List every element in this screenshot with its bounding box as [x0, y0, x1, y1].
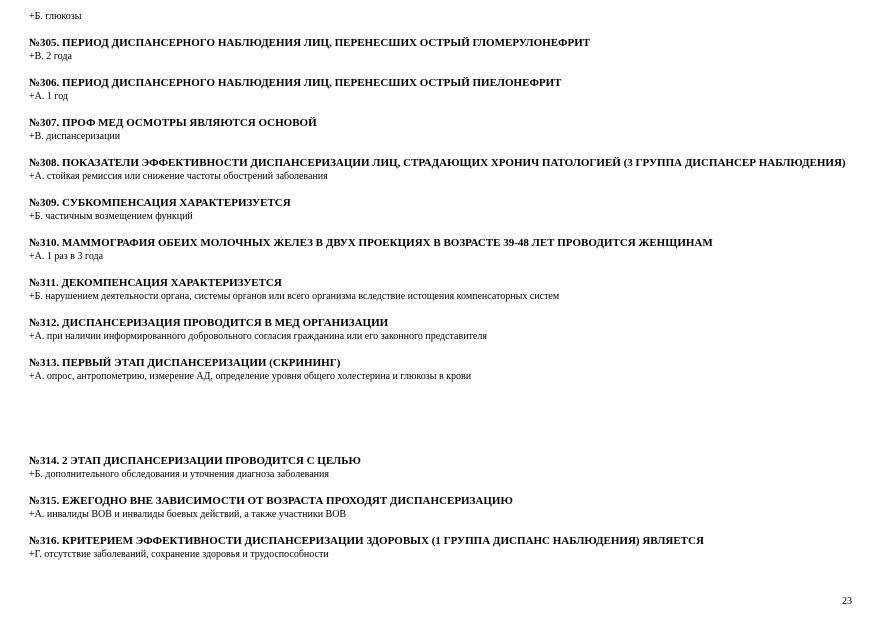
question-item: [29, 455, 859, 481]
answer-text: +А. при наличии информированного добровольного согласия гражданина или его законного представителя: [29, 331, 487, 342]
question-text: №309. СУБКОМПЕНСАЦИЯ ХАРАКТЕРИЗУЕТСЯ: [29, 197, 291, 209]
answer-text: +В. 2 года: [29, 51, 72, 62]
answer-text: +А. опрос, антропометрию, измерение АД, определение уровня общего холестерина и глюкозы в крови: [29, 371, 472, 382]
blank-space: [29, 397, 859, 455]
question-text: №312. ДИСПАНСЕРИЗАЦИЯ ПРОВОДИТСЯ В МЕД ОРГАНИЗАЦИИ: [29, 317, 389, 329]
question-item: [29, 197, 859, 223]
question-item: [29, 317, 859, 343]
answer-text: +А. 1 раз в 3 года: [29, 251, 104, 262]
answer-text: +Б. глюкозы: [29, 11, 82, 22]
answer-text: +В. диспансеризации: [29, 131, 121, 142]
question-text: №306. ПЕРИОД ДИСПАНСЕРНОГО НАБЛЮДЕНИЯ ЛИЦ, ПЕРЕНЕСШИХ ОСТРЫЙ ПИЕЛОНЕФРИТ: [29, 77, 562, 89]
question-text: №307. ПРОФ МЕД ОСМОТРЫ ЯВЛЯЮТСЯ ОСНОВОЙ: [29, 117, 317, 129]
answer-text: +А. 1 год: [29, 91, 69, 102]
question-item: [29, 237, 859, 263]
question-list-top: [29, 37, 859, 383]
answer-text: +Б. частичным возмещением функций: [29, 211, 193, 222]
answer-text: +А. стойкая ремиссия или снижение частоты обострений заболевания: [29, 171, 328, 182]
question-item: [29, 277, 859, 303]
question-item: [29, 495, 859, 521]
question-list-bottom: [29, 455, 859, 561]
answer-text: +А. инвалиды ВОВ и инвалиды боевых действий, а также участники ВОВ: [29, 509, 347, 520]
question-text: №308. ПОКАЗАТЕЛИ ЭФФЕКТИВНОСТИ ДИСПАНСЕРИЗАЦИИ ЛИЦ, СТРАДАЮЩИХ ХРОНИЧ ПАТОЛОГИЕЙ (3 ГРУППА ДИСПАНСЕР НАБЛЮДЕНИЯ): [29, 157, 846, 169]
question-item: [29, 37, 859, 63]
question-text: №305. ПЕРИОД ДИСПАНСЕРНОГО НАБЛЮДЕНИЯ ЛИЦ, ПЕРЕНЕСШИХ ОСТРЫЙ ГЛОМЕРУЛОНЕФРИТ: [29, 37, 591, 49]
page-number: 23: [842, 596, 852, 607]
question-text: №311. ДЕКОМПЕНСАЦИЯ ХАРАКТЕРИЗУЕТСЯ: [29, 277, 282, 289]
answer-text: +Г. отсутствие заболеваний, сохранение здоровья и трудоспособности: [29, 549, 329, 560]
question-text: №313. ПЕРВЫЙ ЭТАП ДИСПАНСЕРИЗАЦИИ (СКРИНИНГ): [29, 357, 341, 369]
question-item: [29, 117, 859, 143]
question-text: №310. МАММОГРАФИЯ ОБЕИХ МОЛОЧНЫХ ЖЕЛЕЗ В ДВУХ ПРОЕКЦИЯХ В ВОЗРАСТЕ 39-48 ЛЕТ ПРОВОДИТСЯ ЖЕНЩИНАМ: [29, 237, 713, 249]
answer-text: +Б. нарушением деятельности органа, системы органов или всего организма вследствие истощения компенсаторных систем: [29, 291, 560, 302]
question-text: №316. КРИТЕРИЕМ ЭФФЕКТИВНОСТИ ДИСПАНСЕРИЗАЦИИ ЗДОРОВЫХ (1 ГРУППА ДИСПАНС НАБЛЮДЕНИЯ) ЯВЛЯЕТСЯ: [29, 535, 704, 547]
answer-text: +Б. дополнительного обследования и уточнения диагноза заболевания: [29, 469, 329, 480]
document-page: [29, 10, 859, 575]
question-text: №314. 2 ЭТАП ДИСПАНСЕРИЗАЦИИ ПРОВОДИТСЯ С ЦЕЛЬЮ: [29, 455, 361, 467]
question-item: [29, 157, 859, 183]
question-item: [29, 357, 859, 383]
question-item: [29, 535, 859, 561]
question-text: №315. ЕЖЕГОДНО ВНЕ ЗАВИСИМОСТИ ОТ ВОЗРАСТА ПРОХОДЯТ ДИСПАНСЕРИЗАЦИЮ: [29, 495, 513, 507]
question-item: [29, 77, 859, 103]
